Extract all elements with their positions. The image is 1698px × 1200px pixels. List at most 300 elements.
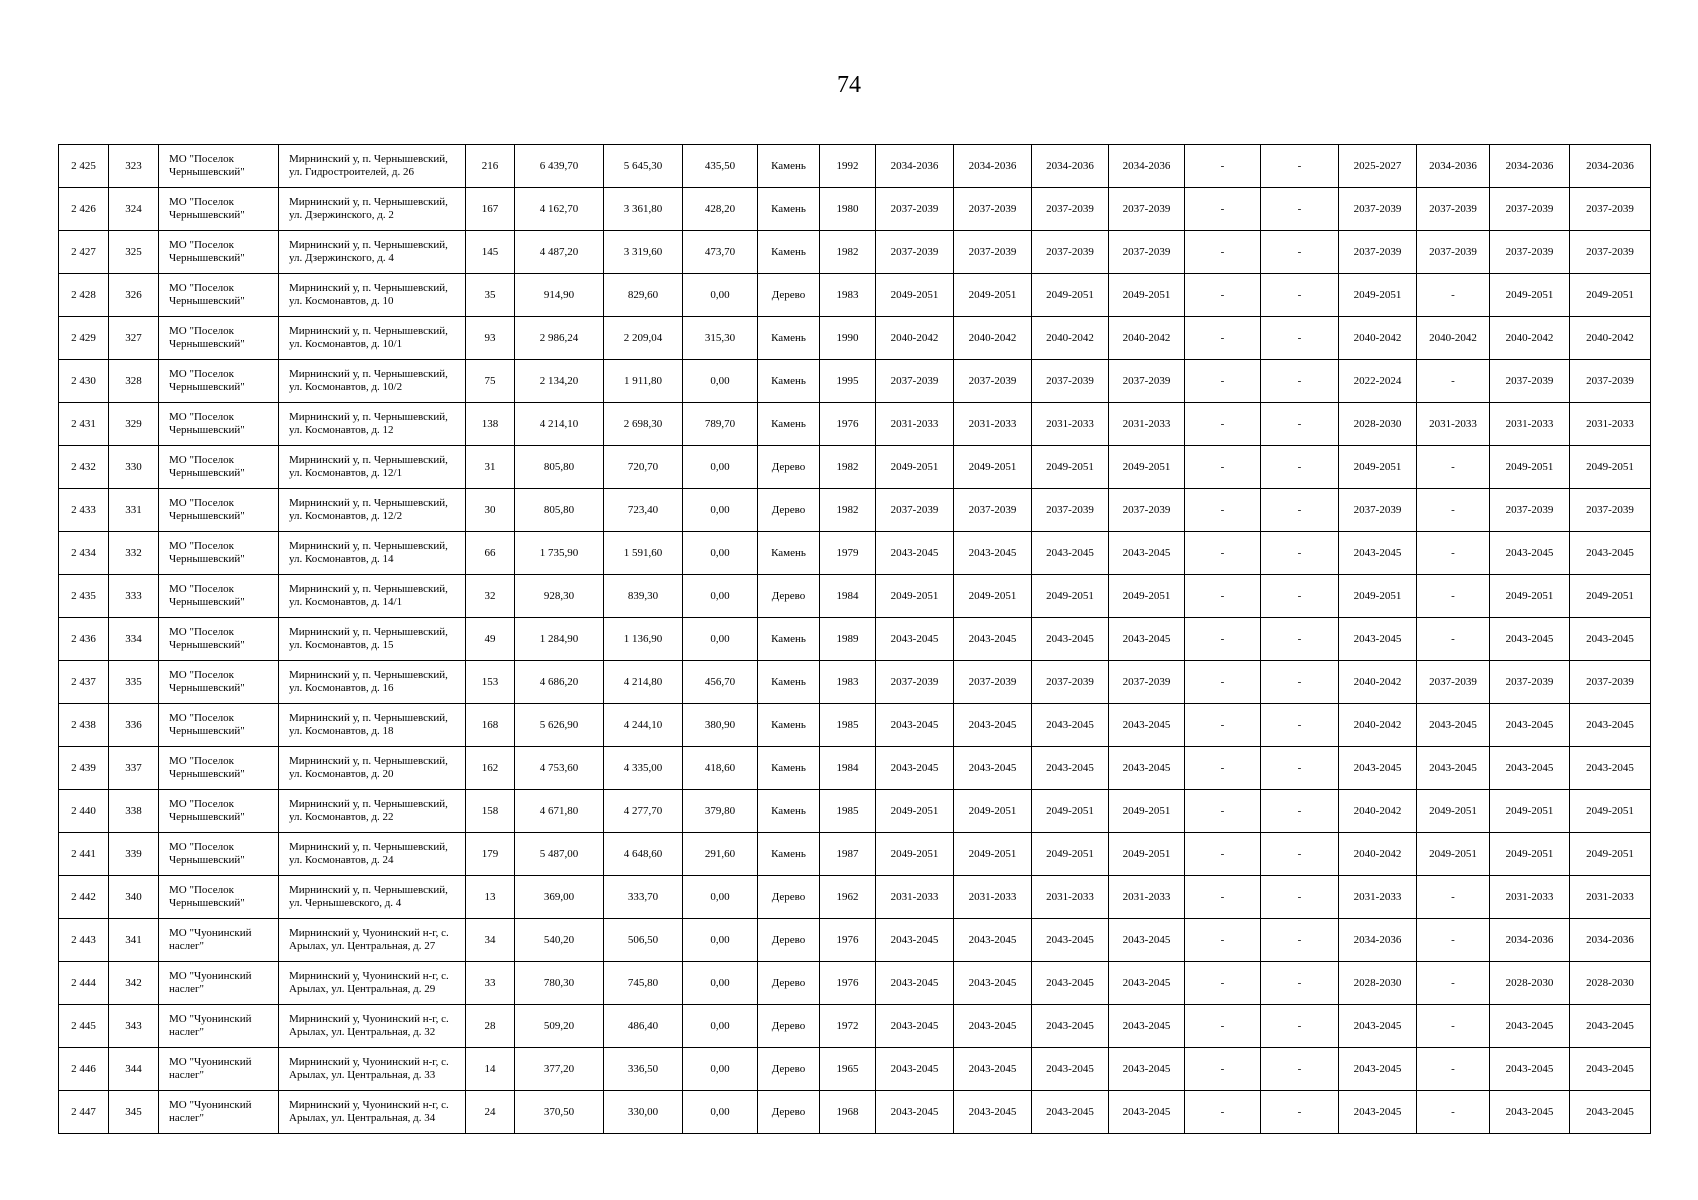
cell-period-foundation: 2043-2045: [1032, 704, 1109, 747]
cell-period-foundation: 2043-2045: [1032, 532, 1109, 575]
cell-municipality: МО "Поселок Чернышевский": [159, 403, 279, 446]
table-row: [59, 489, 1651, 532]
cell-period-elevator: -: [1185, 790, 1261, 833]
cell-residents: 179: [466, 833, 515, 876]
cell-period-foundation: 2049-2051: [1032, 446, 1109, 489]
cell-period-foundation: 2043-2045: [1032, 1005, 1109, 1048]
cell-address: Мирнинский у, п. Чернышевский, ул. Космонавтов, д. 24: [279, 833, 466, 876]
cell-period-roof: 2037-2039: [876, 231, 954, 274]
cell-period-foundation: 2043-2045: [1032, 618, 1109, 661]
cell-period-facade: 2049-2051: [954, 274, 1032, 317]
cell-row-number: 2 430: [59, 360, 109, 403]
cell-period-roof: 2043-2045: [876, 919, 954, 962]
cell-period-electric: 2040-2042: [1339, 790, 1417, 833]
cell-period-water: 2028-2030: [1490, 962, 1570, 1005]
cell-row-number: 2 431: [59, 403, 109, 446]
cell-local-number: 341: [109, 919, 159, 962]
cell-total-area: 2 134,20: [515, 360, 604, 403]
cell-period-electric: 2049-2051: [1339, 274, 1417, 317]
table-row: [59, 188, 1651, 231]
cell-period-water: 2049-2051: [1490, 833, 1570, 876]
cell-local-number: 331: [109, 489, 159, 532]
cell-period-facade: 2037-2039: [954, 188, 1032, 231]
cell-living-area: 5 645,30: [604, 145, 683, 188]
cell-local-number: 329: [109, 403, 159, 446]
cell-period-water: 2034-2036: [1490, 145, 1570, 188]
cell-row-number: 2 429: [59, 317, 109, 360]
cell-period-basement: 2049-2051: [1109, 790, 1185, 833]
cell-period-foundation: 2049-2051: [1032, 833, 1109, 876]
cell-total-area: 2 986,24: [515, 317, 604, 360]
cell-local-number: 326: [109, 274, 159, 317]
cell-period-facade: 2049-2051: [954, 790, 1032, 833]
cell-period-water: 2049-2051: [1490, 790, 1570, 833]
cell-local-number: 332: [109, 532, 159, 575]
cell-period-heating: -: [1417, 962, 1490, 1005]
cell-nonresidential-area: 428,20: [683, 188, 758, 231]
cell-period-electric: 2022-2024: [1339, 360, 1417, 403]
cell-period-electric: 2040-2042: [1339, 833, 1417, 876]
cell-period-heating: 2031-2033: [1417, 403, 1490, 446]
cell-municipality: МО "Чуонинский наслег": [159, 1091, 279, 1134]
cell-period-basement: 2049-2051: [1109, 575, 1185, 618]
cell-wall-material: Камень: [758, 231, 820, 274]
cell-period-elevator: -: [1185, 403, 1261, 446]
cell-period-foundation: 2037-2039: [1032, 231, 1109, 274]
cell-row-number: 2 445: [59, 1005, 109, 1048]
cell-period-basement: 2031-2033: [1109, 403, 1185, 446]
cell-period-heating: -: [1417, 919, 1490, 962]
cell-period-water: 2031-2033: [1490, 403, 1570, 446]
cell-build-year: 1979: [820, 532, 876, 575]
cell-build-year: 1972: [820, 1005, 876, 1048]
cell-local-number: 333: [109, 575, 159, 618]
cell-nonresidential-area: 315,30: [683, 317, 758, 360]
cell-period-sewer: 2049-2051: [1570, 575, 1651, 618]
cell-period-elevator: -: [1185, 360, 1261, 403]
cell-period-heating: 2034-2036: [1417, 145, 1490, 188]
cell-period-elevator: -: [1185, 145, 1261, 188]
cell-total-area: 928,30: [515, 575, 604, 618]
cell-period-electric: 2043-2045: [1339, 532, 1417, 575]
cell-municipality: МО "Поселок Чернышевский": [159, 876, 279, 919]
cell-period-water: 2043-2045: [1490, 1091, 1570, 1134]
cell-period-foundation: 2049-2051: [1032, 575, 1109, 618]
cell-period-water: 2040-2042: [1490, 317, 1570, 360]
cell-period-sewer: 2043-2045: [1570, 618, 1651, 661]
cell-period-roof: 2043-2045: [876, 1091, 954, 1134]
cell-living-area: 4 648,60: [604, 833, 683, 876]
cell-row-number: 2 438: [59, 704, 109, 747]
cell-residents: 162: [466, 747, 515, 790]
cell-local-number: 328: [109, 360, 159, 403]
cell-living-area: 486,40: [604, 1005, 683, 1048]
cell-residents: 145: [466, 231, 515, 274]
cell-row-number: 2 425: [59, 145, 109, 188]
cell-period-sewer: 2037-2039: [1570, 661, 1651, 704]
cell-residents: 216: [466, 145, 515, 188]
cell-wall-material: Камень: [758, 188, 820, 231]
cell-period-elevator: -: [1185, 833, 1261, 876]
cell-period-foundation: 2034-2036: [1032, 145, 1109, 188]
cell-period-roof: 2049-2051: [876, 575, 954, 618]
cell-address: Мирнинский у, п. Чернышевский, ул. Космонавтов, д. 12: [279, 403, 466, 446]
table-row: [59, 360, 1651, 403]
cell-period-heating: 2043-2045: [1417, 704, 1490, 747]
cell-wall-material: Дерево: [758, 575, 820, 618]
cell-period-heating: -: [1417, 446, 1490, 489]
cell-address: Мирнинский у, п. Чернышевский, ул. Космонавтов, д. 14/1: [279, 575, 466, 618]
cell-nonresidential-area: 0,00: [683, 876, 758, 919]
cell-period-facade: 2049-2051: [954, 833, 1032, 876]
cell-build-year: 1992: [820, 145, 876, 188]
cell-local-number: 327: [109, 317, 159, 360]
cell-residents: 168: [466, 704, 515, 747]
cell-period-electric: 2049-2051: [1339, 575, 1417, 618]
cell-local-number: 338: [109, 790, 159, 833]
cell-period-elevator: -: [1185, 747, 1261, 790]
cell-total-area: 4 753,60: [515, 747, 604, 790]
cell-row-number: 2 434: [59, 532, 109, 575]
cell-period-foundation: 2049-2051: [1032, 790, 1109, 833]
cell-nonresidential-area: 0,00: [683, 919, 758, 962]
cell-period-basement: 2043-2045: [1109, 747, 1185, 790]
cell-build-year: 1983: [820, 661, 876, 704]
cell-living-area: 745,80: [604, 962, 683, 1005]
cell-local-number: 323: [109, 145, 159, 188]
cell-wall-material: Камень: [758, 532, 820, 575]
cell-local-number: 337: [109, 747, 159, 790]
cell-period-foundation: 2043-2045: [1032, 1048, 1109, 1091]
cell-period-foundation: 2043-2045: [1032, 747, 1109, 790]
cell-address: Мирнинский у, п. Чернышевский, ул. Космонавтов, д. 16: [279, 661, 466, 704]
table-row: [59, 833, 1651, 876]
cell-period-elevator-shaft: -: [1261, 919, 1339, 962]
cell-period-elevator-shaft: -: [1261, 661, 1339, 704]
cell-row-number: 2 439: [59, 747, 109, 790]
cell-living-area: 336,50: [604, 1048, 683, 1091]
cell-residents: 167: [466, 188, 515, 231]
cell-period-basement: 2037-2039: [1109, 489, 1185, 532]
cell-address: Мирнинский у, Чуонинский н-г, с. Арылах, ул. Центральная, д. 29: [279, 962, 466, 1005]
cell-nonresidential-area: 0,00: [683, 532, 758, 575]
cell-living-area: 829,60: [604, 274, 683, 317]
cell-period-electric: 2037-2039: [1339, 188, 1417, 231]
cell-row-number: 2 447: [59, 1091, 109, 1134]
cell-address: Мирнинский у, п. Чернышевский, ул. Дзержинского, д. 4: [279, 231, 466, 274]
cell-period-basement: 2031-2033: [1109, 876, 1185, 919]
cell-period-basement: 2043-2045: [1109, 532, 1185, 575]
cell-period-heating: -: [1417, 1091, 1490, 1134]
cell-build-year: 1980: [820, 188, 876, 231]
cell-residents: 24: [466, 1091, 515, 1134]
cell-period-foundation: 2037-2039: [1032, 360, 1109, 403]
cell-total-area: 780,30: [515, 962, 604, 1005]
cell-municipality: МО "Поселок Чернышевский": [159, 446, 279, 489]
cell-period-roof: 2043-2045: [876, 1005, 954, 1048]
cell-wall-material: Дерево: [758, 919, 820, 962]
cell-build-year: 1983: [820, 274, 876, 317]
cell-period-facade: 2043-2045: [954, 1005, 1032, 1048]
cell-period-electric: 2040-2042: [1339, 317, 1417, 360]
cell-period-electric: 2031-2033: [1339, 876, 1417, 919]
cell-period-sewer: 2043-2045: [1570, 1005, 1651, 1048]
cell-period-basement: 2043-2045: [1109, 1091, 1185, 1134]
cell-total-area: 540,20: [515, 919, 604, 962]
cell-period-heating: -: [1417, 618, 1490, 661]
cell-period-electric: 2028-2030: [1339, 403, 1417, 446]
cell-municipality: МО "Поселок Чернышевский": [159, 360, 279, 403]
cell-municipality: МО "Поселок Чернышевский": [159, 833, 279, 876]
cell-period-electric: 2040-2042: [1339, 704, 1417, 747]
cell-municipality: МО "Чуонинский наслег": [159, 1048, 279, 1091]
cell-period-elevator-shaft: -: [1261, 360, 1339, 403]
cell-row-number: 2 433: [59, 489, 109, 532]
cell-address: Мирнинский у, Чуонинский н-г, с. Арылах, ул. Центральная, д. 34: [279, 1091, 466, 1134]
cell-period-roof: 2043-2045: [876, 618, 954, 661]
cell-period-water: 2037-2039: [1490, 360, 1570, 403]
cell-local-number: 344: [109, 1048, 159, 1091]
cell-municipality: МО "Чуонинский наслег": [159, 919, 279, 962]
cell-address: Мирнинский у, п. Чернышевский, ул. Космонавтов, д. 10/1: [279, 317, 466, 360]
cell-wall-material: Камень: [758, 403, 820, 446]
cell-period-elevator-shaft: -: [1261, 274, 1339, 317]
cell-period-elevator-shaft: -: [1261, 188, 1339, 231]
cell-period-sewer: 2049-2051: [1570, 833, 1651, 876]
cell-period-elevator: -: [1185, 962, 1261, 1005]
cell-period-heating: -: [1417, 360, 1490, 403]
cell-period-basement: 2049-2051: [1109, 446, 1185, 489]
table-row: [59, 1048, 1651, 1091]
cell-address: Мирнинский у, Чуонинский н-г, с. Арылах, ул. Центральная, д. 27: [279, 919, 466, 962]
cell-period-sewer: 2049-2051: [1570, 446, 1651, 489]
cell-nonresidential-area: 0,00: [683, 1091, 758, 1134]
cell-period-heating: -: [1417, 489, 1490, 532]
cell-municipality: МО "Поселок Чернышевский": [159, 704, 279, 747]
cell-period-basement: 2037-2039: [1109, 188, 1185, 231]
cell-period-sewer: 2037-2039: [1570, 231, 1651, 274]
cell-address: Мирнинский у, п. Чернышевский, ул. Гидростроителей, д. 26: [279, 145, 466, 188]
cell-living-area: 2 209,04: [604, 317, 683, 360]
cell-nonresidential-area: 0,00: [683, 962, 758, 1005]
cell-living-area: 3 361,80: [604, 188, 683, 231]
cell-period-basement: 2049-2051: [1109, 833, 1185, 876]
cell-row-number: 2 426: [59, 188, 109, 231]
cell-period-sewer: 2049-2051: [1570, 274, 1651, 317]
cell-period-elevator: -: [1185, 317, 1261, 360]
cell-residents: 158: [466, 790, 515, 833]
cell-period-electric: 2043-2045: [1339, 747, 1417, 790]
cell-period-elevator: -: [1185, 661, 1261, 704]
cell-living-area: 2 698,30: [604, 403, 683, 446]
cell-period-roof: 2049-2051: [876, 446, 954, 489]
cell-period-basement: 2037-2039: [1109, 231, 1185, 274]
cell-municipality: МО "Поселок Чернышевский": [159, 575, 279, 618]
cell-period-foundation: 2037-2039: [1032, 661, 1109, 704]
cell-period-roof: 2031-2033: [876, 403, 954, 446]
cell-local-number: 345: [109, 1091, 159, 1134]
cell-nonresidential-area: 0,00: [683, 1048, 758, 1091]
cell-wall-material: Камень: [758, 704, 820, 747]
cell-address: Мирнинский у, п. Чернышевский, ул. Космонавтов, д. 18: [279, 704, 466, 747]
cell-residents: 33: [466, 962, 515, 1005]
cell-period-water: 2049-2051: [1490, 575, 1570, 618]
cell-row-number: 2 427: [59, 231, 109, 274]
cell-wall-material: Камень: [758, 661, 820, 704]
cell-total-area: 377,20: [515, 1048, 604, 1091]
cell-period-elevator-shaft: -: [1261, 575, 1339, 618]
table-row: [59, 446, 1651, 489]
cell-period-water: 2049-2051: [1490, 274, 1570, 317]
cell-period-elevator-shaft: -: [1261, 446, 1339, 489]
cell-period-facade: 2034-2036: [954, 145, 1032, 188]
cell-total-area: 1 284,90: [515, 618, 604, 661]
table-row: [59, 403, 1651, 446]
cell-row-number: 2 432: [59, 446, 109, 489]
cell-period-water: 2043-2045: [1490, 1048, 1570, 1091]
cell-build-year: 1984: [820, 575, 876, 618]
cell-period-elevator-shaft: -: [1261, 145, 1339, 188]
cell-period-elevator: -: [1185, 1048, 1261, 1091]
cell-build-year: 1982: [820, 231, 876, 274]
cell-build-year: 1982: [820, 489, 876, 532]
cell-period-sewer: 2034-2036: [1570, 145, 1651, 188]
cell-period-facade: 2037-2039: [954, 360, 1032, 403]
cell-period-foundation: 2037-2039: [1032, 188, 1109, 231]
cell-build-year: 1985: [820, 704, 876, 747]
table-row: [59, 919, 1651, 962]
cell-living-area: 506,50: [604, 919, 683, 962]
cell-period-foundation: 2031-2033: [1032, 403, 1109, 446]
cell-total-area: 370,50: [515, 1091, 604, 1134]
cell-period-basement: 2040-2042: [1109, 317, 1185, 360]
cell-period-elevator-shaft: -: [1261, 704, 1339, 747]
cell-nonresidential-area: 418,60: [683, 747, 758, 790]
cell-period-elevator-shaft: -: [1261, 876, 1339, 919]
cell-period-sewer: 2028-2030: [1570, 962, 1651, 1005]
cell-period-basement: 2043-2045: [1109, 1048, 1185, 1091]
cell-period-water: 2034-2036: [1490, 919, 1570, 962]
cell-period-electric: 2037-2039: [1339, 231, 1417, 274]
cell-residents: 31: [466, 446, 515, 489]
cell-period-heating: 2049-2051: [1417, 790, 1490, 833]
table-row: [59, 790, 1651, 833]
cell-period-heating: 2040-2042: [1417, 317, 1490, 360]
cell-period-electric: 2040-2042: [1339, 661, 1417, 704]
cell-row-number: 2 435: [59, 575, 109, 618]
cell-period-elevator-shaft: -: [1261, 618, 1339, 661]
cell-period-heating: -: [1417, 1048, 1490, 1091]
cell-build-year: 1962: [820, 876, 876, 919]
cell-build-year: 1965: [820, 1048, 876, 1091]
table-row: [59, 1005, 1651, 1048]
cell-nonresidential-area: 473,70: [683, 231, 758, 274]
cell-total-area: 509,20: [515, 1005, 604, 1048]
cell-total-area: 5 487,00: [515, 833, 604, 876]
cell-period-facade: 2031-2033: [954, 876, 1032, 919]
cell-period-basement: 2043-2045: [1109, 704, 1185, 747]
cell-period-basement: 2034-2036: [1109, 145, 1185, 188]
cell-period-water: 2037-2039: [1490, 188, 1570, 231]
cell-municipality: МО "Поселок Чернышевский": [159, 618, 279, 661]
cell-period-heating: -: [1417, 1005, 1490, 1048]
cell-period-elevator: -: [1185, 1091, 1261, 1134]
cell-local-number: 334: [109, 618, 159, 661]
cell-period-facade: 2040-2042: [954, 317, 1032, 360]
cell-period-elevator: -: [1185, 274, 1261, 317]
cell-period-elevator-shaft: -: [1261, 1005, 1339, 1048]
cell-period-heating: -: [1417, 274, 1490, 317]
cell-period-elevator: -: [1185, 446, 1261, 489]
cell-period-heating: -: [1417, 876, 1490, 919]
cell-period-electric: 2037-2039: [1339, 489, 1417, 532]
cell-wall-material: Дерево: [758, 1091, 820, 1134]
cell-period-roof: 2037-2039: [876, 188, 954, 231]
cell-period-roof: 2049-2051: [876, 790, 954, 833]
cell-living-area: 720,70: [604, 446, 683, 489]
cell-living-area: 723,40: [604, 489, 683, 532]
cell-address: Мирнинский у, п. Чернышевский, ул. Космонавтов, д. 14: [279, 532, 466, 575]
cell-municipality: МО "Поселок Чернышевский": [159, 188, 279, 231]
cell-period-sewer: 2043-2045: [1570, 1091, 1651, 1134]
cell-period-water: 2037-2039: [1490, 661, 1570, 704]
cell-living-area: 4 335,00: [604, 747, 683, 790]
cell-period-electric: 2049-2051: [1339, 446, 1417, 489]
cell-period-basement: 2043-2045: [1109, 1005, 1185, 1048]
cell-wall-material: Дерево: [758, 489, 820, 532]
cell-build-year: 1982: [820, 446, 876, 489]
cell-period-heating: 2037-2039: [1417, 661, 1490, 704]
cell-local-number: 343: [109, 1005, 159, 1048]
cell-municipality: МО "Поселок Чернышевский": [159, 790, 279, 833]
cell-period-foundation: 2040-2042: [1032, 317, 1109, 360]
cell-period-facade: 2049-2051: [954, 446, 1032, 489]
cell-wall-material: Камень: [758, 833, 820, 876]
cell-row-number: 2 441: [59, 833, 109, 876]
cell-local-number: 330: [109, 446, 159, 489]
cell-period-sewer: 2031-2033: [1570, 403, 1651, 446]
cell-municipality: МО "Поселок Чернышевский": [159, 532, 279, 575]
cell-living-area: 1 136,90: [604, 618, 683, 661]
cell-total-area: 805,80: [515, 489, 604, 532]
cell-build-year: 1990: [820, 317, 876, 360]
cell-period-heating: -: [1417, 532, 1490, 575]
cell-period-roof: 2031-2033: [876, 876, 954, 919]
cell-address: Мирнинский у, Чуонинский н-г, с. Арылах, ул. Центральная, д. 33: [279, 1048, 466, 1091]
cell-period-elevator: -: [1185, 532, 1261, 575]
cell-municipality: МО "Чуонинский наслег": [159, 962, 279, 1005]
cell-row-number: 2 446: [59, 1048, 109, 1091]
cell-period-elevator-shaft: -: [1261, 962, 1339, 1005]
cell-nonresidential-area: 0,00: [683, 446, 758, 489]
cell-period-foundation: 2031-2033: [1032, 876, 1109, 919]
cell-address: Мирнинский у, п. Чернышевский, ул. Космонавтов, д. 15: [279, 618, 466, 661]
cell-residents: 13: [466, 876, 515, 919]
cell-period-elevator-shaft: -: [1261, 532, 1339, 575]
cell-residents: 66: [466, 532, 515, 575]
cell-local-number: 340: [109, 876, 159, 919]
cell-period-roof: 2037-2039: [876, 489, 954, 532]
cell-period-elevator-shaft: -: [1261, 790, 1339, 833]
cell-period-facade: 2043-2045: [954, 532, 1032, 575]
cell-period-water: 2043-2045: [1490, 704, 1570, 747]
cell-period-water: 2043-2045: [1490, 618, 1570, 661]
cell-period-water: 2049-2051: [1490, 446, 1570, 489]
cell-residents: 49: [466, 618, 515, 661]
cell-period-electric: 2043-2045: [1339, 1048, 1417, 1091]
cell-period-elevator: -: [1185, 489, 1261, 532]
cell-residents: 35: [466, 274, 515, 317]
